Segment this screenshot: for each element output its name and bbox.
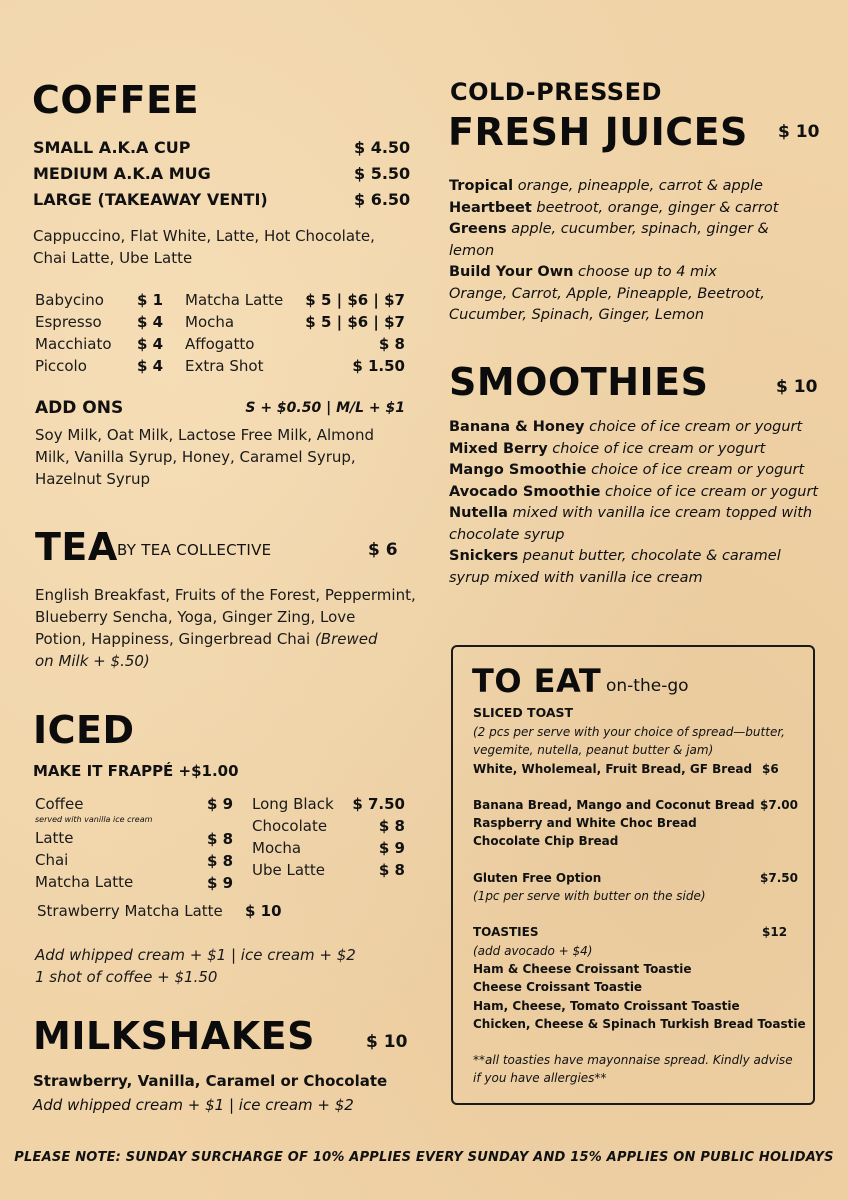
milkshakes-price: $ 10 [366,1032,408,1052]
milkshakes-title: MILKSHAKES [33,1014,315,1058]
toastie-item: Ham, Cheese, Tomato Croissant Toastie [473,999,740,1013]
to-eat-title: TO EAT [472,662,602,700]
gf-note: (1pc per serve with butter on the side) [473,889,706,903]
addons-line: Hazelnut Syrup [35,470,150,488]
iced-item-price: $ 8 [207,852,234,870]
toastie-item: Cheese Croissant Toastie [473,980,643,994]
iced-item: Ube Latte [252,861,326,879]
surcharge-note: PLEASE NOTE: SUNDAY SURCHARGE OF 10% APPLIES EVERY SUNDAY AND 15% APPLIES ON PUBLIC HOLIDAYS [14,1150,834,1165]
tea-note: (Brewed [314,630,378,648]
coffee-item: Matcha Latte [185,291,284,309]
smoothie-item: Banana & Honey choice of ice cream or yogurt [449,419,803,435]
size-large: LARGE (TAKEAWAY VENTI) [33,190,268,209]
iced-item-price: $ 8 [378,817,405,835]
size-small: SMALL A.K.A CUP [33,138,191,157]
tea-note: on Milk + $.50) [35,652,150,670]
coffee-drinks-line: Cappuccino, Flat White, Latte, Hot Chocolate, [33,227,375,245]
smoothie-item-cont: syrup mixed with vanilla ice cream [449,569,703,586]
iced-coffee-note: served with vanilla ice cream [35,815,153,824]
coffee-drinks [33,225,375,269]
tea-line: Blueberry Sencha, Yoga, Ginger Zing, Love [35,608,356,626]
toasties-footnote: if you have allergies** [473,1071,607,1085]
toastie-item: Ham & Cheese Croissant Toastie [473,962,692,976]
smoothie-item: Mango Smoothie choice of ice cream or yogurt [449,462,805,478]
juice-item: Greens apple, cucumber, spinach, ginger & [449,221,769,237]
smoothie-item-cont: chocolate syrup [449,526,565,543]
juices-list [449,176,829,327]
juices-title: FRESH JUICES [448,110,748,154]
juice-item: Build Your Own choose up to 4 mix [449,264,717,280]
coffee-title: COFFEE [32,78,200,122]
iced-item-price: $ 9 [207,874,234,892]
size-small-price: $ 4.50 [354,138,411,157]
coffee-item-price: $ 5 | $6 | $7 [305,313,405,331]
coffee-item-price: $ 4 [137,335,164,353]
iced-item: Latte [35,829,74,847]
iced-item: Mocha [252,839,302,857]
tea-list [35,584,416,672]
tea-title: TEA [35,525,118,569]
juice-item-cont: lemon [449,242,495,259]
iced-item: Chai [35,851,69,869]
smoothie-item: Snickers peanut butter, chocolate & caramel [449,548,781,564]
addons-list [35,424,374,490]
coffee-drinks-line: Chai Latte, Ube Latte [33,249,193,267]
coffee-item-price: $ 4 [137,357,164,375]
smoothie-item: Avocado Smoothie choice of ice cream or yogurt [449,483,819,500]
breads-line: Banana Bread, Mango and Coconut Bread [473,798,755,812]
coffee-item-price: $ 1.50 [352,357,405,375]
toast-note: (2 pcs per serve with your choice of spread—butter, [473,725,785,739]
coffee-item: Piccolo [35,357,87,375]
gf-title: Gluten Free Option [473,871,602,885]
toasties-price: $12 [762,925,788,939]
tea-subtitle: BY TEA COLLECTIVE [117,541,272,559]
iced-item: Matcha Latte [35,873,134,891]
addons-title: ADD ONS [35,398,124,418]
toast-title: SLICED TOAST [473,705,574,720]
iced-extras-line: 1 shot of coffee + $1.50 [35,968,218,986]
coffee-item: Babycino [35,291,104,309]
coffee-item: Mocha [185,313,235,331]
iced-extras-line: Add whipped cream + $1 | ice cream + $2 [35,946,356,964]
breads-price: $7.00 [760,798,798,812]
to-eat-subtitle: on-the-go [606,676,689,696]
addons-line: Soy Milk, Oat Milk, Lactose Free Milk, Almond [35,426,375,444]
toastie-item: Chicken, Cheese & Spinach Turkish Bread Toastie [473,1017,806,1031]
smoothies-title: SMOOTHIES [449,360,709,404]
milkshakes-flavours: Strawberry, Vanilla, Caramel or Chocolate [33,1072,388,1090]
smoothies-list [449,417,839,589]
iced-item: Chocolate [252,817,328,835]
iced-item: Coffee [35,795,84,813]
juice-item-cont: Orange, Carrot, Apple, Pineapple, Beetroot, [449,285,765,302]
iced-item-price: $ 7.50 [352,795,405,813]
iced-item-price: $ 8 [378,861,405,879]
juice-item: Tropical orange, pineapple, carrot & apple [449,178,763,194]
iced-item: Long Black [252,795,334,813]
addons-line: Milk, Vanilla Syrup, Honey, Caramel Syrup, [35,448,356,466]
smoothie-item: Nutella mixed with vanilla ice cream topped with [449,505,813,521]
tea-line: Potion, Happiness, Gingerbread Chai [35,630,315,648]
coffee-item: Espresso [35,313,102,331]
iced-item-price: $ 9 [378,839,405,857]
toasties-footnote: **all toasties have mayonnaise spread. Kindly advise [473,1053,793,1067]
coffee-item-price: $ 8 [378,335,405,353]
breads-line: Raspberry and White Choc Bread [473,816,697,830]
juices-kicker: COLD-PRESSED [450,78,662,106]
iced-item-price: $ 10 [245,902,282,920]
toast-types: White, Wholemeal, Fruit Bread, GF Bread [473,762,753,776]
tea-line: English Breakfast, Fruits of the Forest, Peppermint, [35,586,416,604]
iced-item-price: $ 9 [207,795,234,813]
coffee-item-price: $ 4 [137,313,164,331]
addons-price: S + $0.50 | M/L + $1 [245,400,405,416]
breads-line: Chocolate Chip Bread [473,834,619,848]
iced-item: Strawberry Matcha Latte [37,902,223,920]
gf-price: $7.50 [760,871,798,885]
coffee-item: Affogatto [185,335,255,353]
milkshakes-extras: Add whipped cream + $1 | ice cream + $2 [33,1096,354,1114]
iced-extras [35,944,356,988]
toast-price: $6 [762,762,779,776]
coffee-item: Macchiato [35,335,112,353]
iced-item-price: $ 8 [207,830,234,848]
coffee-item: Extra Shot [185,357,264,375]
coffee-item-price: $ 1 [137,291,164,309]
size-medium: MEDIUM A.K.A MUG [33,164,211,183]
size-large-price: $ 6.50 [354,190,411,209]
iced-title: ICED [33,708,135,752]
size-medium-price: $ 5.50 [354,164,411,183]
juice-item-cont: Cucumber, Spinach, Ginger, Lemon [449,307,705,323]
juice-item: Heartbeet beetroot, orange, ginger & carrot [449,199,779,216]
coffee-item-price: $ 5 | $6 | $7 [305,291,405,309]
toast-note: vegemite, nutella, peanut butter & jam) [473,743,714,757]
tea-price: $ 6 [368,540,398,560]
smoothies-price: $ 10 [776,377,818,397]
toasties-title: TOASTIES [473,925,539,939]
juices-price: $ 10 [778,122,820,142]
smoothie-item: Mixed Berry choice of ice cream or yogurt [449,440,766,457]
frappe-note: MAKE IT FRAPPÉ +$1.00 [33,762,239,780]
toasties-note: (add avocado + $4) [473,944,593,958]
